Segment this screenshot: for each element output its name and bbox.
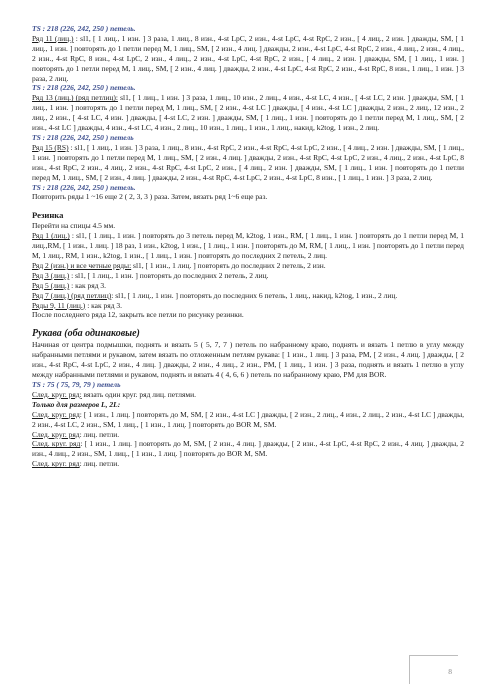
row-label: Ряд 15 (RS): [32, 142, 69, 152]
row-text: : sl1, [ 1 лиц., 1 изн. ] повторять до 3 петель перед M, k2tog, 1 изн., RM, [ 1 лиц., 1 изн. ] повторять до 1 петли перед M, 1 лиц.,RM, [ 1 изн., 1 лиц. ] 18 раз, 1 изн., k2tog, 1 изн., [ 1 лиц., 1 изн. ] повторять до M, RM, [ 1 лиц., 1 изн. ] повторять до 1 петли перед M, 1 лиц., RM, 1 изн., k2tog, 1 изн., [ 1 лиц., 1 изн. ] повторять до последних 2 петель, 2 лиц.: [32, 231, 465, 261]
instruction-paragraph: [32, 231, 464, 261]
instruction-paragraph: [32, 34, 464, 84]
row-text: : как ряд 3.: [69, 280, 107, 290]
row-label: След. круг. ряд: [32, 439, 81, 449]
page-number: 8: [448, 667, 452, 676]
instruction-paragraph: [32, 261, 464, 271]
row-label: Ряд 5 (лиц.): [32, 280, 70, 290]
row-label: Ряд 13 (лиц.) (ряд петлиц):: [32, 93, 119, 103]
instruction-paragraph: [32, 143, 464, 183]
row-label: Ряд 2 (изн.) и все четные ряды:: [32, 260, 132, 270]
row-text: Перейти на спицы 4.5 мм.: [32, 221, 116, 231]
row-label: Ряд 7 (лиц.) (ряд петлиц): [32, 290, 112, 300]
row-text: : sl1, [ 1 лиц., 1 изн. ] 3 раза, 1 лиц., 8 изн., 4-st LpC, 2 изн., 4-st LpC, 4-st RpC, 2 изн., [ 4 лиц., 2 изн. ] дважды, SM, [ 1 лиц., 1 изн. ] повторять до 1 петли перед M, 1 лиц., SM, [ 2 изн., 4 лиц. ] дважды, 2 изн., 4-st LpC, 4-st RpC, 2 изн., 4 лиц., 2 изн., 4 лиц., 2 изн., 4-st RpC, 8 изн., 4-st LpC, 2 изн., 4 лиц., 2 изн., 4-st LpC, 4-st RpC, 2 изн., [ 4 лиц., 2 изн. ] дважды, SM, [ 1 лиц., 1 изн. ] повторять до 1 петли перед M, 1 лиц., SM, [ 2 изн., 4 лиц. ] дважды, 2 изн., 4-st LpC, 4-st RpC, 2 изн., 4-st RpC, 8 изн., 1 лиц., 1 изн. ] 3 раза, 2 лиц.: [32, 33, 464, 83]
row-label: Ряд 3 (лиц.): [32, 270, 70, 280]
row-text: : sl1, [ 1 лиц., 1 изн. ] 3 раза, 1 лиц., 8 изн., 4-st RpC, 2 изн., 4-st RpC, 4-st LpC, 2 изн., [ 4 лиц., 2 изн. ] дважды, SM, [ 1 лиц., 1 изн. ] повторять до 1 петли перед M, 1 лиц., SM, [ 2 изн., 4 лиц. ] дважды, 2 изн., 4-st RpC, 4-st LpC, 2 изн., 4 лиц., 2 изн., 4-st LpC, 8 изн., 4-st RpC, 2 изн., 4 лиц., 2 изн., 4-st RpC, 4-st LpC, 2 изн., [ 4 лиц., 2 изн. ] дважды, SM, [ 1 лиц., 1 изн. ] повторять до 1 петли перед M, 1 лиц., SM, [ 2 изн., 4 лиц. ] дважды, 2 изн., 4-st RpC, 4-st LpC, 2 изн., 4-st LpC, 8 изн., [ 1 лиц., 1 изн. ] 3 раза, 2 лиц.: [32, 142, 464, 182]
row-label: След. круг. ряд:: [32, 389, 82, 399]
row-text: sl1, [ 1 изн., 1 лиц. ] повторять до последних 2 петель, 2 изн.: [131, 260, 326, 270]
instruction-paragraph: [32, 281, 464, 291]
stitch-count: TS : 218 (226, 242, 250 ) петель.: [32, 182, 136, 192]
stitch-count: TS : 218 (226, 242, 250 ) петель.: [32, 24, 136, 33]
instruction-paragraph: [32, 430, 464, 440]
instruction-paragraph: [32, 221, 464, 231]
row-text: : sl1, [ 1 лиц., 1 изн. ] повторять до последних 6 петель, 1 лиц., накид, k2tog, 1 изн., 2 лиц.: [111, 290, 398, 300]
row-text: sl1, [ 1 лиц., 1 изн. ] 3 раза, 1 лиц., 10 изн., 2 лиц., 4 изн., 4-st LC, 4 изн., [ 4-st LC, 2 изн. ] дважды, SM, [ 1 лиц., 1 изн. ] повторять до 1 петли перед M, 1 лиц., SM, [ 2 изн., 4-st LC ] дважды, [ 4 изн., 4-st LC ] дважды, 2 изн., 2 лиц., 12 изн., 2 лиц., 2 изн., [ 4-st LC, 4 изн. ] дважды, [ 4-st LC, 2 изн. ] дважды, SM, [ 1 лиц., 1 изн. ] повторять до 1 петли перед M, 1 лиц., SM, [ 2 изн., 4-st LC ] дважды, 4 изн., 4-st LC, 4 изн., 2 лиц., 10 изн., 1 лиц., 1 изн., 1 лиц., накид, k2tog, 1 изн., 2 лиц.: [32, 93, 464, 133]
instruction-paragraph: [32, 410, 464, 430]
instruction-paragraph: [32, 291, 464, 301]
row-text: : как ряд 3.: [85, 300, 123, 310]
row-label: Ряд 1 (лиц.): [32, 231, 70, 241]
stitch-count: TS : 218 (226, 242, 250 ) петель.: [32, 83, 136, 93]
row-text: После последнего ряда 12, закрыть все петли по рисунку резинки.: [32, 310, 244, 320]
row-text: : лиц. петли.: [79, 429, 120, 439]
row-label: След. круг. ряд: [32, 459, 80, 469]
row-text: вязать один круг. ряд лиц. петлями.: [81, 389, 197, 399]
section-heading: Резинка: [32, 210, 64, 221]
stitch-count: TS : 75 ( 75, 79, 79 ) петель: [32, 380, 121, 389]
row-text: : [ 1 изн., 1 лиц. ] повторять до M, SM, [ 2 изн., 4 лиц. ] дважды, [ 2 изн., 4-st LpC, 4-st RpC, 2 изн., 4 лиц. ] дважды, 2 изн., 4 лиц., 2 изн., SM, 1 лиц., [ 1 изн., 1 лиц. ] повторять до BOR M, SM.: [32, 439, 464, 459]
row-label: След. круг. ряд: [32, 409, 80, 419]
instruction-paragraph: [32, 271, 464, 281]
row-text: : [ 1 изн., 1 лиц. ] повторять до M, SM, [ 2 изн., 4-st LC ] дважды, [ 2 изн., 2 лиц., 4 изн., 2 лиц., 2 изн., 4-st LC ] дважды, 2 изн., 4-st LC, 2 изн., SM, 1 лиц., [ 1 изн., 1 лиц. ] повторять до BOR M, SM.: [32, 409, 464, 429]
stitch-count: TS : 218 (226, 242, 250 ) петель: [32, 132, 134, 142]
instruction-paragraph: [32, 340, 464, 380]
instruction-paragraph: [32, 301, 464, 311]
row-label: Ряд 11 (лиц.): [32, 33, 74, 43]
row-label: Ряды 9, 11 (лиц.): [32, 300, 86, 310]
row-text: Повторить ряды 1 ~16 еще 2 ( 2, 3, 3 ) раза. Затем, вязать ряд 1~6 еще раз.: [32, 192, 268, 202]
instruction-paragraph: [32, 439, 464, 459]
instruction-paragraph: [32, 310, 464, 320]
instruction-paragraph: [32, 459, 464, 469]
row-label: След. круг. ряд: [32, 429, 80, 439]
size-note: Только для размеров L, 2L:: [32, 399, 121, 409]
document-page: [32, 24, 464, 469]
instruction-paragraph: [32, 192, 464, 202]
instruction-paragraph: [32, 93, 464, 133]
section-heading: Рукава (оба одинаковые): [32, 328, 140, 340]
row-text: Начиная от центра подмышки, поднять и вязать 5 ( 5, 7, 7 ) петель по набранному краю, поднять и вязать 1 петлю в углу между набранными петлями и рукавом, затем вязать по отложенным петлям рукава: [ 1 изн., 1 лиц. ] 3 раза, PM, [ 2 изн., 4 лиц. ] дважды, [ 2 изн., 4-st RpC, 4-st LpC, 2 изн., 4 лиц. ] дважды, 2 изн., 4 лиц., 2 изн., PM, [ 1 лиц., 1 изн. ] 3 раза, поднять и вязать 1 петлю в углу между набранными петлями и рукавом, поднять и вязать 4 ( 4, 6, 6 ) петель по набранному краю, PM для BOR.: [32, 340, 464, 380]
row-text: : лиц. петли.: [79, 459, 120, 469]
instruction-paragraph: [32, 390, 464, 400]
row-text: : sl1, [ 1 лиц., 1 изн. ] повторять до последних 2 петель, 2 лиц.: [69, 270, 269, 280]
